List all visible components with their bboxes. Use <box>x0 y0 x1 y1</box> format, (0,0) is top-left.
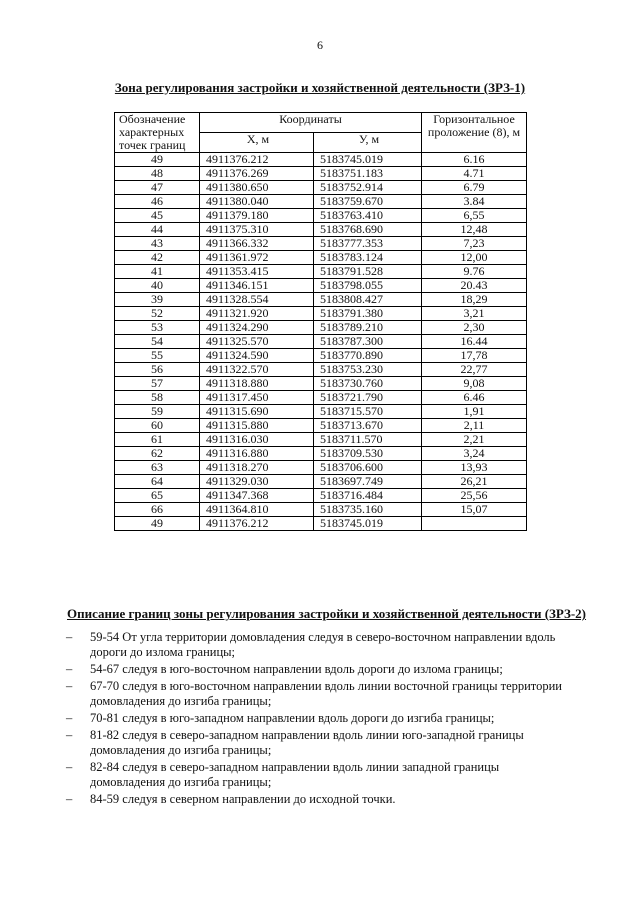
cell-x: 4911376.212 <box>200 153 314 167</box>
cell-horizontal <box>422 517 527 531</box>
description-item <box>66 792 576 807</box>
section1-title: Зона регулирования застройки и хозяйственной деятельности (ЗРЗ-1) <box>114 80 526 95</box>
cell-y: 5183709.530 <box>314 447 422 461</box>
cell-x: 4911322.570 <box>200 363 314 377</box>
table-row <box>115 447 527 461</box>
cell-point: 53 <box>115 321 200 335</box>
dash-bullet: – <box>66 792 73 806</box>
cell-point: 64 <box>115 475 200 489</box>
cell-point: 62 <box>115 447 200 461</box>
description-item <box>66 630 576 660</box>
table-row <box>115 335 527 349</box>
cell-y: 5183697.749 <box>314 475 422 489</box>
cell-point: 54 <box>115 335 200 349</box>
cell-x: 4911329.030 <box>200 475 314 489</box>
cell-y: 5183735.160 <box>314 503 422 517</box>
description-text: 84-59 следуя в северном направлении до исходной точки. <box>90 792 396 806</box>
cell-horizontal: 9.76 <box>422 265 527 279</box>
dash-bullet: – <box>66 711 73 725</box>
cell-y: 5183753.230 <box>314 363 422 377</box>
cell-x: 4911375.310 <box>200 223 314 237</box>
cell-y: 5183777.353 <box>314 237 422 251</box>
cell-point: 55 <box>115 349 200 363</box>
cell-x: 4911366.332 <box>200 237 314 251</box>
cell-point: 47 <box>115 181 200 195</box>
page-number: 6 <box>317 38 323 52</box>
coordinates-table <box>114 112 527 531</box>
cell-point: 58 <box>115 391 200 405</box>
description-item <box>66 760 576 790</box>
cell-x: 4911376.212 <box>200 517 314 531</box>
description-text: 67-70 следуя в юго-восточном направлении вдоль линии восточной границы территории домовладения до изгиба границы; <box>90 679 562 708</box>
description-item <box>66 662 576 677</box>
cell-point: 63 <box>115 461 200 475</box>
cell-x: 4911316.030 <box>200 433 314 447</box>
cell-horizontal: 3.84 <box>422 195 527 209</box>
cell-point: 46 <box>115 195 200 209</box>
cell-horizontal: 3,24 <box>422 447 527 461</box>
cell-x: 4911315.690 <box>200 405 314 419</box>
cell-horizontal: 17,78 <box>422 349 527 363</box>
cell-y: 5183730.760 <box>314 377 422 391</box>
cell-point: 42 <box>115 251 200 265</box>
cell-y: 5183721.790 <box>314 391 422 405</box>
table-row <box>115 391 527 405</box>
table-row <box>115 167 527 181</box>
cell-y: 5183783.124 <box>314 251 422 265</box>
cell-y: 5183752.914 <box>314 181 422 195</box>
cell-y: 5183768.690 <box>314 223 422 237</box>
cell-horizontal: 18,29 <box>422 293 527 307</box>
cell-horizontal: 2,30 <box>422 321 527 335</box>
cell-y: 5183789.210 <box>314 321 422 335</box>
cell-horizontal: 20.43 <box>422 279 527 293</box>
cell-x: 4911361.972 <box>200 251 314 265</box>
cell-x: 4911376.269 <box>200 167 314 181</box>
cell-horizontal: 3,21 <box>422 307 527 321</box>
cell-horizontal: 6.79 <box>422 181 527 195</box>
section2-title: Описание границ зоны регулирования застройки и хозяйственной деятельности (ЗРЗ-2) <box>67 606 587 621</box>
cell-x: 4911380.040 <box>200 195 314 209</box>
cell-y: 5183808.427 <box>314 293 422 307</box>
cell-horizontal: 6.16 <box>422 153 527 167</box>
cell-y: 5183745.019 <box>314 153 422 167</box>
table-row <box>115 517 527 531</box>
cell-point: 59 <box>115 405 200 419</box>
cell-x: 4911324.590 <box>200 349 314 363</box>
dash-bullet: – <box>66 728 73 742</box>
table-row <box>115 181 527 195</box>
cell-point: 41 <box>115 265 200 279</box>
cell-point: 65 <box>115 489 200 503</box>
cell-x: 4911317.450 <box>200 391 314 405</box>
cell-x: 4911315.880 <box>200 419 314 433</box>
description-list <box>66 630 576 809</box>
table-row <box>115 279 527 293</box>
cell-horizontal: 6.46 <box>422 391 527 405</box>
cell-horizontal: 22,77 <box>422 363 527 377</box>
table-row <box>115 251 527 265</box>
table-row <box>115 153 527 167</box>
table-row <box>115 405 527 419</box>
cell-point: 49 <box>115 153 200 167</box>
cell-point: 61 <box>115 433 200 447</box>
cell-x: 4911346.151 <box>200 279 314 293</box>
description-text: 82-84 следуя в северо-западном направлении вдоль линии западной границы домовладения до изгиба границы; <box>90 760 500 789</box>
description-text: 59-54 От угла территории домовладения следуя в северо-восточном направлении вдоль дороги до излома границы; <box>90 630 556 659</box>
table-body <box>115 153 527 531</box>
cell-point: 57 <box>115 377 200 391</box>
cell-x: 4911347.368 <box>200 489 314 503</box>
cell-y: 5183763.410 <box>314 209 422 223</box>
cell-point: 66 <box>115 503 200 517</box>
cell-x: 4911321.920 <box>200 307 314 321</box>
header-x: Х, м <box>200 133 314 153</box>
cell-point: 40 <box>115 279 200 293</box>
cell-y: 5183751.183 <box>314 167 422 181</box>
cell-horizontal: 26,21 <box>422 475 527 489</box>
table-row <box>115 195 527 209</box>
table-row <box>115 503 527 517</box>
cell-point: 44 <box>115 223 200 237</box>
cell-x: 4911364.810 <box>200 503 314 517</box>
table-row <box>115 209 527 223</box>
table-row <box>115 363 527 377</box>
table-row <box>115 349 527 363</box>
table-row <box>115 475 527 489</box>
cell-y: 5183706.600 <box>314 461 422 475</box>
cell-point: 56 <box>115 363 200 377</box>
cell-y: 5183791.528 <box>314 265 422 279</box>
cell-x: 4911379.180 <box>200 209 314 223</box>
cell-x: 4911353.415 <box>200 265 314 279</box>
cell-horizontal: 12,48 <box>422 223 527 237</box>
cell-y: 5183745.019 <box>314 517 422 531</box>
cell-x: 4911380.650 <box>200 181 314 195</box>
table-row <box>115 433 527 447</box>
cell-point: 52 <box>115 307 200 321</box>
cell-horizontal: 2,21 <box>422 433 527 447</box>
cell-y: 5183716.484 <box>314 489 422 503</box>
header-point: Обозначение характерных точек границ <box>115 113 200 153</box>
cell-point: 45 <box>115 209 200 223</box>
cell-point: 43 <box>115 237 200 251</box>
table-row <box>115 489 527 503</box>
cell-x: 4911316.880 <box>200 447 314 461</box>
cell-x: 4911324.290 <box>200 321 314 335</box>
dash-bullet: – <box>66 662 73 676</box>
cell-horizontal: 13,93 <box>422 461 527 475</box>
description-text: 81-82 следуя в северо-западном направлении вдоль линии юго-западной границы домовладения до изгиба границы; <box>90 728 524 757</box>
cell-point: 60 <box>115 419 200 433</box>
cell-x: 4911328.554 <box>200 293 314 307</box>
cell-horizontal: 25,56 <box>422 489 527 503</box>
table-row <box>115 461 527 475</box>
description-item <box>66 679 576 709</box>
cell-y: 5183770.890 <box>314 349 422 363</box>
table-row <box>115 237 527 251</box>
cell-horizontal: 4.71 <box>422 167 527 181</box>
cell-point: 48 <box>115 167 200 181</box>
description-item <box>66 711 576 726</box>
table-row <box>115 377 527 391</box>
dash-bullet: – <box>66 630 73 644</box>
table-row <box>115 265 527 279</box>
cell-y: 5183798.055 <box>314 279 422 293</box>
cell-x: 4911318.270 <box>200 461 314 475</box>
cell-horizontal: 12,00 <box>422 251 527 265</box>
cell-y: 5183711.570 <box>314 433 422 447</box>
cell-horizontal: 7,23 <box>422 237 527 251</box>
cell-horizontal: 9,08 <box>422 377 527 391</box>
cell-y: 5183787.300 <box>314 335 422 349</box>
table-row <box>115 223 527 237</box>
table-row <box>115 293 527 307</box>
description-text: 70-81 следуя в юго-западном направлении вдоль дороги до изгиба границы; <box>90 711 495 725</box>
cell-horizontal: 6,55 <box>422 209 527 223</box>
cell-y: 5183713.670 <box>314 419 422 433</box>
cell-y: 5183759.670 <box>314 195 422 209</box>
table-row <box>115 419 527 433</box>
table-row <box>115 307 527 321</box>
description-item <box>66 728 576 758</box>
cell-point: 49 <box>115 517 200 531</box>
description-text: 54-67 следуя в юго-восточном направлении вдоль дороги до излома границы; <box>90 662 503 676</box>
header-y: У, м <box>314 133 422 153</box>
dash-bullet: – <box>66 679 73 693</box>
cell-y: 5183715.570 <box>314 405 422 419</box>
cell-horizontal: 16.44 <box>422 335 527 349</box>
cell-horizontal: 15,07 <box>422 503 527 517</box>
cell-horizontal: 2,11 <box>422 419 527 433</box>
cell-point: 39 <box>115 293 200 307</box>
cell-x: 4911318.880 <box>200 377 314 391</box>
header-coords: Координаты <box>200 113 422 133</box>
cell-x: 4911325.570 <box>200 335 314 349</box>
cell-horizontal: 1,91 <box>422 405 527 419</box>
table-row <box>115 321 527 335</box>
cell-y: 5183791.380 <box>314 307 422 321</box>
dash-bullet: – <box>66 760 73 774</box>
header-horizontal: Горизонтальное проложение (8), м <box>422 113 527 153</box>
